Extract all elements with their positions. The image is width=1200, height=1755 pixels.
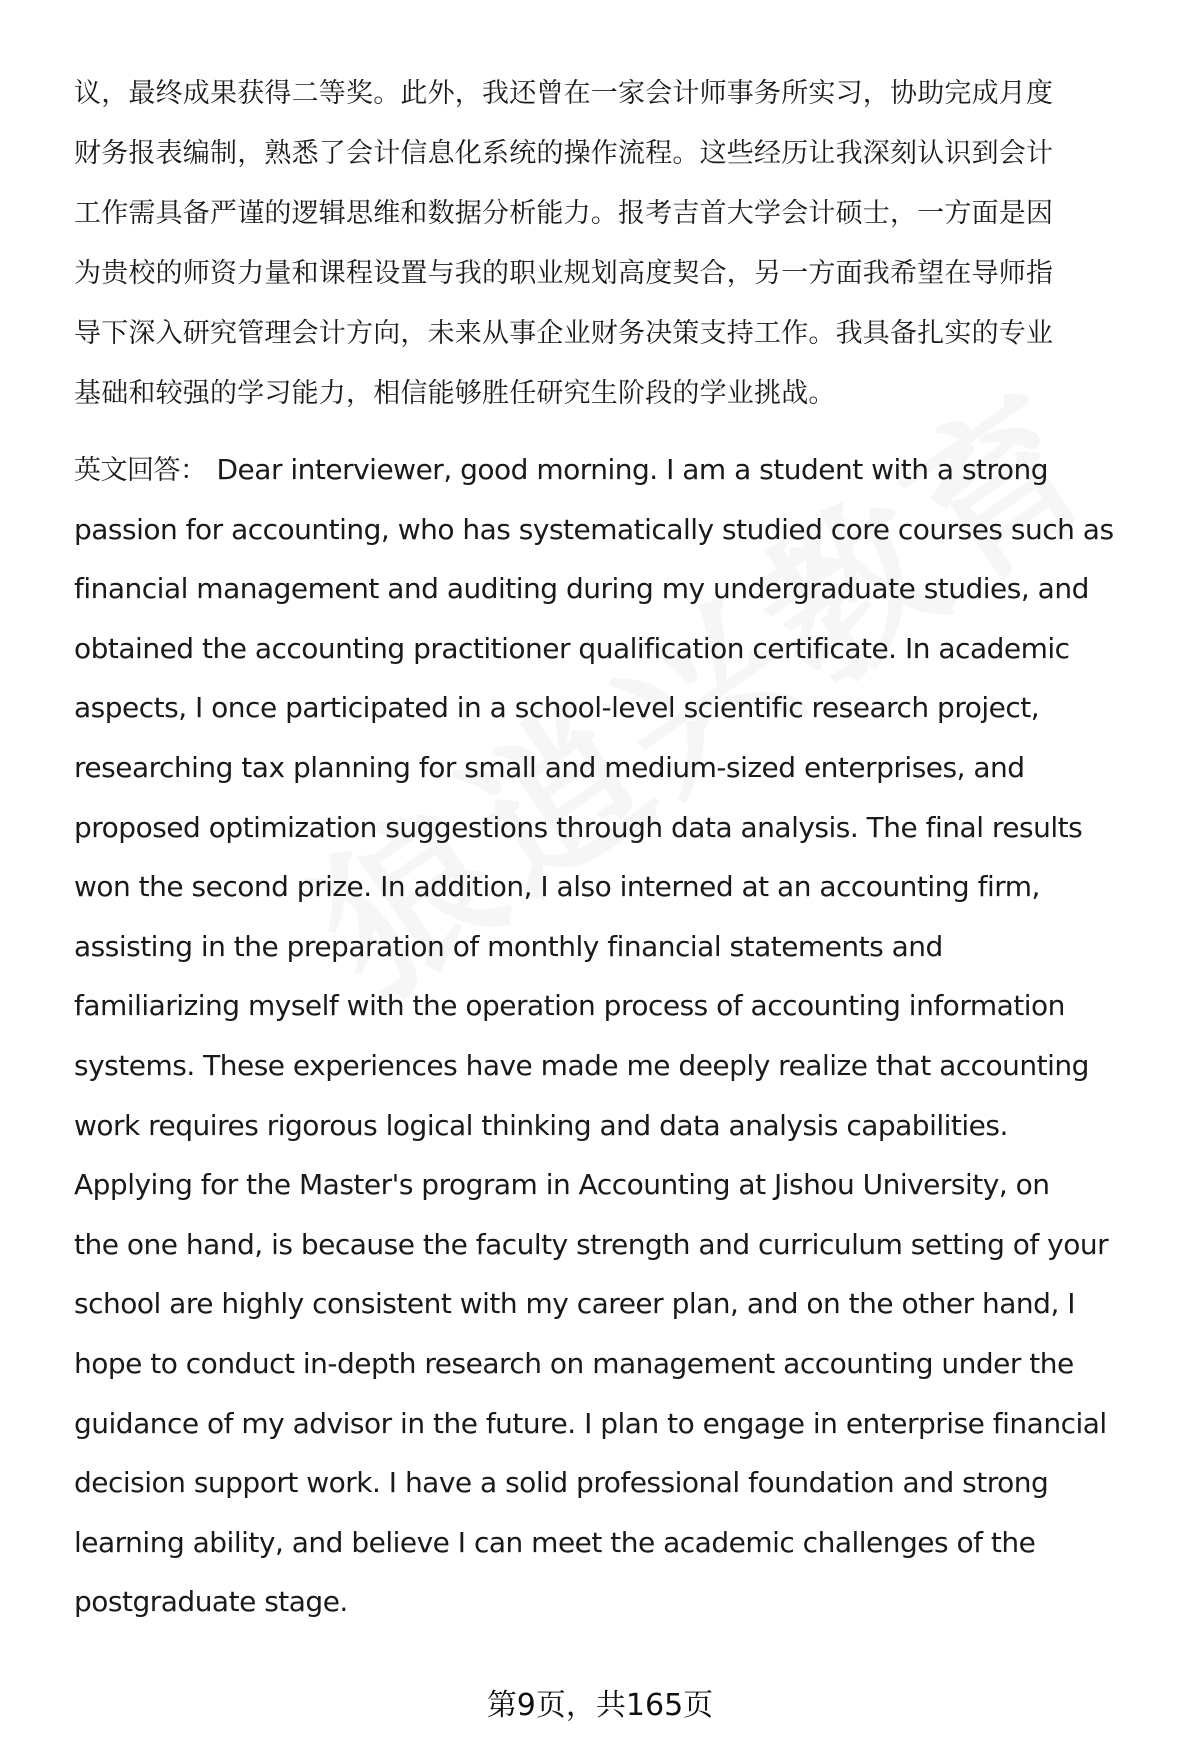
text-line: hope to conduct in-depth research on management accounting under the <box>74 1346 1074 1380</box>
text-line: assisting in the preparation of monthly financial statements and <box>74 929 943 963</box>
text-line: familiarizing myself with the operation process of accounting information <box>74 989 1065 1023</box>
english-answer <box>74 440 1154 1632</box>
text-line: decision support work. I have a solid professional foundation and strong <box>74 1466 1049 1500</box>
text-line: financial management and auditing during my undergraduate studies, and <box>74 572 1089 606</box>
text-line: 基础和较强的学习能力，相信能够胜任研究生阶段的学业挑战。 <box>74 378 836 409</box>
text-line: guidance of my advisor in the future. I plan to engage in enterprise financial <box>74 1406 1107 1440</box>
text-line: postgraduate stage. <box>74 1585 348 1619</box>
text-line: school are highly consistent with my career plan, and on the other hand, I <box>74 1287 1076 1321</box>
text-line: passion for accounting, who has systematically studied core courses such as <box>74 512 1114 546</box>
english-first-line: Dear interviewer, good morning. I am a student with a strong <box>216 453 1049 486</box>
chinese-answer <box>74 64 1154 424</box>
document-body <box>74 64 1154 1632</box>
text-line: 财务报表编制，熟悉了会计信息化系统的操作流程。这些经历让我深刻认识到会计 <box>74 138 1054 169</box>
text-line: 工作需具备严谨的逻辑思维和数据分析能力。报考吉首大学会计硕士，一方面是因 <box>74 198 1054 229</box>
text-line: aspects, I once participated in a school-level scientific research project, <box>74 691 1040 725</box>
text-line: systems. These experiences have made me deeply realize that accounting <box>74 1048 1089 1082</box>
page-number-footer: 第9页，共165页 <box>486 1688 714 1723</box>
text-line: Applying for the Master's program in Accounting at Jishou University, on <box>74 1168 1050 1202</box>
text-line: researching tax planning for small and medium-sized enterprises, and <box>74 750 1025 784</box>
text-line: 为贵校的师资力量和课程设置与我的职业规划高度契合，另一方面我希望在导师指 <box>74 258 1054 289</box>
text-line: 议，最终成果获得二等奖。此外，我还曾在一家会计师事务所实习，协助完成月度 <box>74 78 1054 109</box>
text-line: learning ability, and believe I can meet the academic challenges of the <box>74 1525 1036 1559</box>
text-line: obtained the accounting practitioner qualification certificate. In academic <box>74 631 1070 665</box>
text-line: work requires rigorous logical thinking and data analysis capabilities. <box>74 1108 1008 1142</box>
text-line: 导下深入研究管理会计方向，未来从事企业财务决策支持工作。我具备扎实的专业 <box>74 318 1054 349</box>
text-line <box>74 440 1154 500</box>
text-line: the one hand, is because the faculty strength and curriculum setting of your <box>74 1227 1109 1261</box>
english-answer-label: 英文回答： <box>74 455 207 486</box>
text-line: won the second prize. In addition, I also interned at an accounting firm, <box>74 870 1040 904</box>
text-line: proposed optimization suggestions through data analysis. The final results <box>74 810 1083 844</box>
